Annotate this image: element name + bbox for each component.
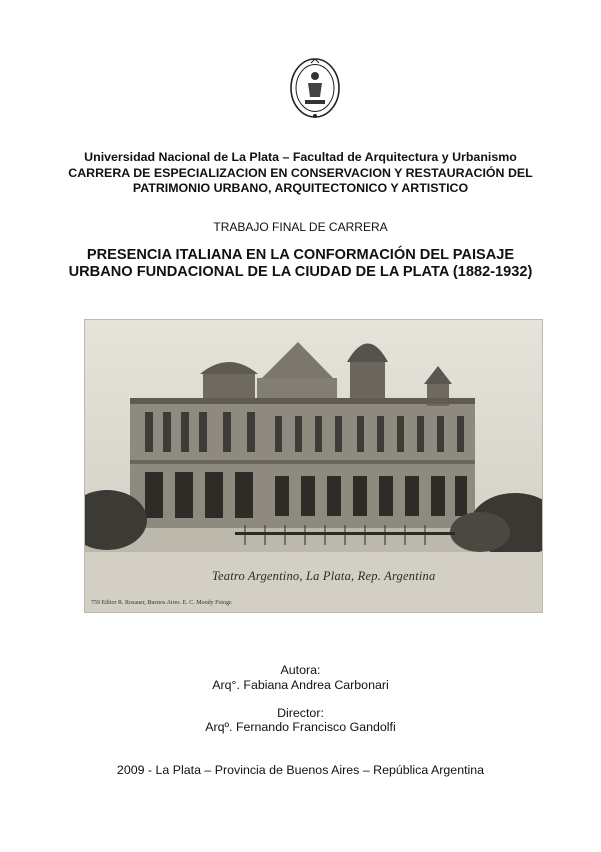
photo-caption: Teatro Argentino, La Plata, Rep. Argentina xyxy=(212,569,436,583)
footer-place-date: 2009 - La Plata – Provincia de Buenos Aires – República Argentina xyxy=(116,763,485,777)
institution-block xyxy=(40,150,561,197)
document-title xyxy=(40,247,561,281)
author-name: Arq°. Fabiana Andrea Carbonari xyxy=(212,678,389,692)
university-faculty-line: Universidad Nacional de La Plata – Facultad de Arquitectura y Urbanismo xyxy=(84,150,517,164)
program-line-1: CARRERA DE ESPECIALIZACION EN CONSERVACION Y RESTAURACIÓN DEL xyxy=(68,165,533,180)
director-name: Arqº. Fernando Francisco Gandolfi xyxy=(205,720,396,734)
author-label: Autora: xyxy=(280,663,321,677)
university-seal-icon xyxy=(289,56,341,120)
director-label: Director: xyxy=(277,706,324,720)
program-line-2: PATRIMONIO URBANO, ARQUITECTONICO Y ARTISTICO xyxy=(132,181,469,195)
title-line-2: URBANO FUNDACIONAL DE LA CIUDAD DE LA PLATA (1882-1932) xyxy=(68,264,533,280)
title-line-1: PRESENCIA ITALIANA EN LA CONFORMACIÓN DEL PAISAJE xyxy=(86,247,515,263)
photo-credit: 759 Editor R. Rosauer, Buenos Aires. E. C. Moody Fotogr. xyxy=(91,600,233,606)
work-type: TRABAJO FINAL DE CARRERA xyxy=(213,220,388,234)
